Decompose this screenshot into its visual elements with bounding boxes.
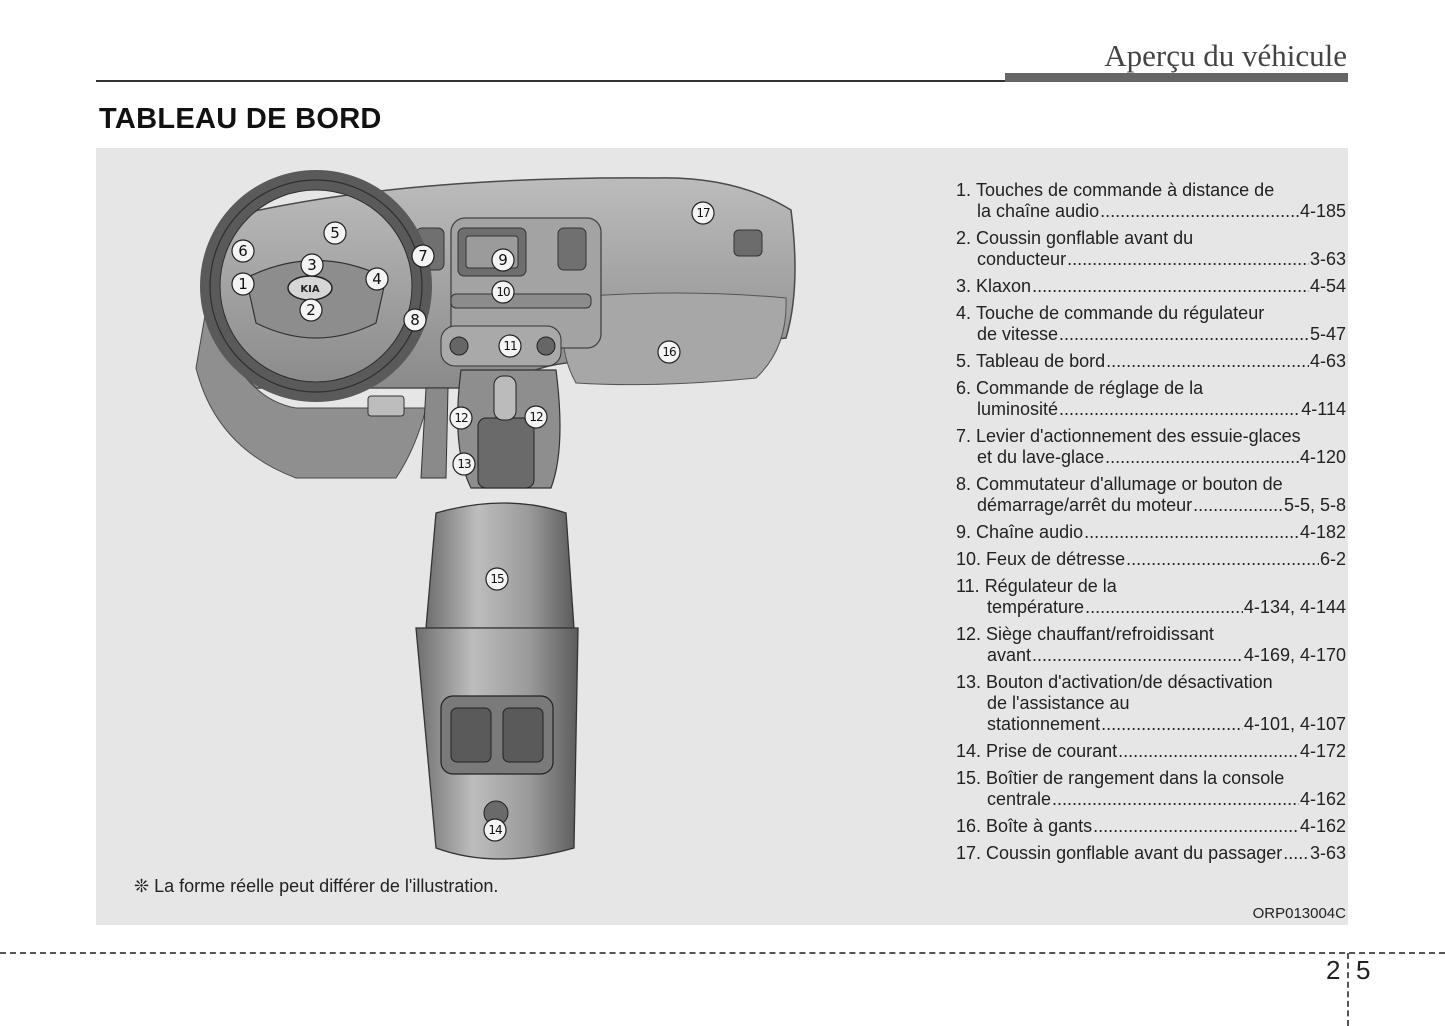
svg-text:12: 12	[529, 410, 543, 424]
legend-number: 8.	[956, 474, 972, 494]
legend-number: 13.	[956, 672, 982, 692]
legend-number: 16.	[956, 816, 982, 836]
legend-page-ref: 5-5, 5-8	[1283, 495, 1346, 515]
leader-dots	[1059, 324, 1309, 345]
svg-text:14: 14	[488, 823, 502, 837]
legend-number: 3.	[956, 276, 972, 296]
leader-dots	[1059, 399, 1300, 420]
legend-number: 17.	[956, 843, 982, 863]
legend-item	[956, 522, 1346, 543]
legend-page-ref: 6-2	[1319, 549, 1346, 569]
legend-text: conducteur	[977, 249, 1067, 269]
legend-item	[956, 426, 1346, 468]
callout-13	[453, 453, 475, 475]
legend-text: Levier d'actionnement des essuie-glaces	[976, 426, 1301, 446]
callout-11	[499, 335, 521, 357]
legend-page-ref: 4-162	[1299, 789, 1346, 809]
legend-text: Siège chauffant/refroidissant	[986, 624, 1214, 644]
legend-number: 5.	[956, 351, 972, 371]
svg-text:9: 9	[498, 251, 508, 269]
callout-12-left	[450, 407, 472, 429]
callout-9	[492, 249, 514, 271]
legend-item	[956, 816, 1346, 837]
legend-number: 11.	[956, 576, 980, 596]
leader-dots	[1032, 645, 1243, 666]
callout-15	[486, 568, 508, 590]
legend-page-ref: 4-101, 4-107	[1243, 714, 1346, 734]
legend-page-ref: 4-114	[1301, 399, 1346, 419]
legend-text: Régulateur de la	[984, 576, 1117, 596]
footer-divider	[1347, 953, 1349, 1026]
legend-item	[956, 741, 1346, 762]
legend-item	[956, 351, 1346, 372]
leader-dots	[1101, 714, 1243, 735]
legend-text: Coussin gonflable avant du	[976, 228, 1194, 248]
svg-text:11: 11	[503, 339, 517, 353]
leader-dots	[1093, 816, 1299, 837]
svg-text:3: 3	[307, 256, 317, 274]
legend-item	[956, 624, 1346, 666]
legend-text: démarrage/arrêt du moteur	[977, 495, 1193, 515]
svg-text:2: 2	[306, 301, 316, 319]
legend-text: Commande de réglage de la	[976, 378, 1204, 398]
header-bar	[1005, 73, 1348, 82]
svg-text:12: 12	[454, 411, 468, 425]
leader-dots	[1118, 741, 1299, 762]
legend-number: 2.	[956, 228, 972, 248]
legend-item	[956, 276, 1346, 297]
legend-page-ref: 4-134, 4-144	[1243, 597, 1346, 617]
figure-panel	[96, 148, 1348, 925]
leader-dots	[1032, 276, 1309, 297]
running-header-title: Aperçu du véhicule	[1104, 38, 1347, 73]
legend-item	[956, 843, 1346, 864]
legend-text: luminosité	[977, 399, 1059, 419]
callout-16	[658, 341, 680, 363]
legend-text: centrale	[987, 789, 1052, 809]
figure-code: ORP013004C	[1252, 905, 1346, 922]
leader-dots	[1085, 597, 1243, 618]
leader-dots	[1105, 447, 1299, 468]
svg-text:16: 16	[662, 345, 676, 359]
legend-page-ref: 4-169, 4-170	[1243, 645, 1346, 665]
legend-page-ref: 4-120	[1299, 447, 1346, 467]
legend-text: Coussin gonflable avant du passager	[986, 843, 1283, 863]
legend-item	[956, 768, 1346, 810]
legend-page-ref: 5-47	[1309, 324, 1346, 344]
legend-page-ref: 3-63	[1309, 843, 1346, 863]
legend-text: stationnement	[987, 714, 1101, 734]
figure-note: ❊ La forme réelle peut différer de l'illustration.	[134, 876, 499, 896]
legend-number: 9.	[956, 522, 972, 542]
leader-dots	[1106, 351, 1309, 372]
svg-text:17: 17	[696, 206, 710, 220]
legend-text: Prise de courant	[986, 741, 1118, 761]
callout-7	[412, 245, 434, 267]
legend-text: de vitesse	[977, 324, 1059, 344]
legend-item	[956, 576, 1346, 618]
legend-text: Tableau de bord	[976, 351, 1106, 371]
callout-17	[692, 202, 714, 224]
footer-dashed-rule	[0, 952, 1445, 954]
legend-number: 10.	[956, 549, 982, 569]
legend-page-ref: 4-162	[1299, 816, 1346, 836]
legend-item	[956, 378, 1346, 420]
callout-1	[232, 273, 254, 295]
legend-text: Feux de détresse	[986, 549, 1126, 569]
callout-8	[404, 309, 426, 331]
callout-10	[492, 281, 514, 303]
legend-text: température	[987, 597, 1085, 617]
legend-text: Chaîne audio	[976, 522, 1084, 542]
legend-item	[956, 180, 1346, 222]
legend-text: Touche de commande du régulateur	[976, 303, 1265, 323]
svg-text:1: 1	[238, 275, 248, 293]
legend-text: la chaîne audio	[977, 201, 1100, 221]
legend-item	[956, 549, 1346, 570]
leader-dots	[1052, 789, 1299, 810]
leader-dots	[1283, 843, 1309, 864]
header-rule	[96, 80, 1006, 82]
legend-text: de l'assistance au	[987, 693, 1130, 713]
component-legend	[956, 180, 1346, 870]
legend-text: et du lave-glace	[977, 447, 1105, 467]
legend-page-ref: 3-63	[1309, 249, 1346, 269]
leader-dots	[1084, 522, 1299, 543]
svg-text:10: 10	[496, 285, 510, 299]
legend-text: Commutateur d'allumage or bouton de	[976, 474, 1283, 494]
svg-text:5: 5	[330, 224, 340, 242]
callout-2	[300, 299, 322, 321]
legend-number: 1.	[956, 180, 972, 200]
callout-12-right	[525, 406, 547, 428]
svg-text:13: 13	[457, 457, 471, 471]
legend-number: 12.	[956, 624, 982, 644]
leader-dots	[1193, 495, 1283, 516]
legend-item	[956, 474, 1346, 516]
legend-text: Klaxon	[976, 276, 1032, 296]
legend-text: Boîtier de rangement dans la console	[986, 768, 1285, 788]
legend-number: 6.	[956, 378, 972, 398]
page-number: 5	[1356, 955, 1371, 985]
legend-text: avant	[987, 645, 1032, 665]
svg-text:6: 6	[238, 242, 248, 260]
leader-dots	[1126, 549, 1319, 570]
legend-number: 4.	[956, 303, 972, 323]
callout-3	[301, 254, 323, 276]
section-title: TABLEAU DE BORD	[99, 103, 382, 135]
callout-14	[484, 819, 506, 841]
legend-item	[956, 303, 1346, 345]
legend-item	[956, 228, 1346, 270]
callout-6	[232, 240, 254, 262]
leader-dots	[1100, 201, 1299, 222]
callout-5	[324, 222, 346, 244]
page-chapter: 2	[1326, 955, 1341, 985]
callout-4	[366, 268, 388, 290]
svg-text:KIA: KIA	[300, 284, 320, 295]
legend-text: Touches de commande à distance de	[976, 180, 1275, 200]
svg-text:8: 8	[410, 311, 420, 329]
legend-item	[956, 672, 1346, 735]
legend-page-ref: 4-63	[1309, 351, 1346, 371]
svg-text:4: 4	[372, 270, 382, 288]
legend-page-ref: 4-172	[1299, 741, 1346, 761]
legend-page-ref: 4-54	[1309, 276, 1346, 296]
legend-text: Bouton d'activation/de désactivation	[986, 672, 1273, 692]
callout-layer	[96, 148, 856, 878]
svg-text:15: 15	[490, 572, 504, 586]
legend-number: 14.	[956, 741, 982, 761]
legend-text: Boîte à gants	[986, 816, 1093, 836]
svg-text:7: 7	[418, 247, 428, 265]
leader-dots	[1067, 249, 1309, 270]
legend-page-ref: 4-185	[1299, 201, 1346, 221]
legend-number: 15.	[956, 768, 982, 788]
legend-number: 7.	[956, 426, 972, 446]
legend-page-ref: 4-182	[1299, 522, 1346, 542]
